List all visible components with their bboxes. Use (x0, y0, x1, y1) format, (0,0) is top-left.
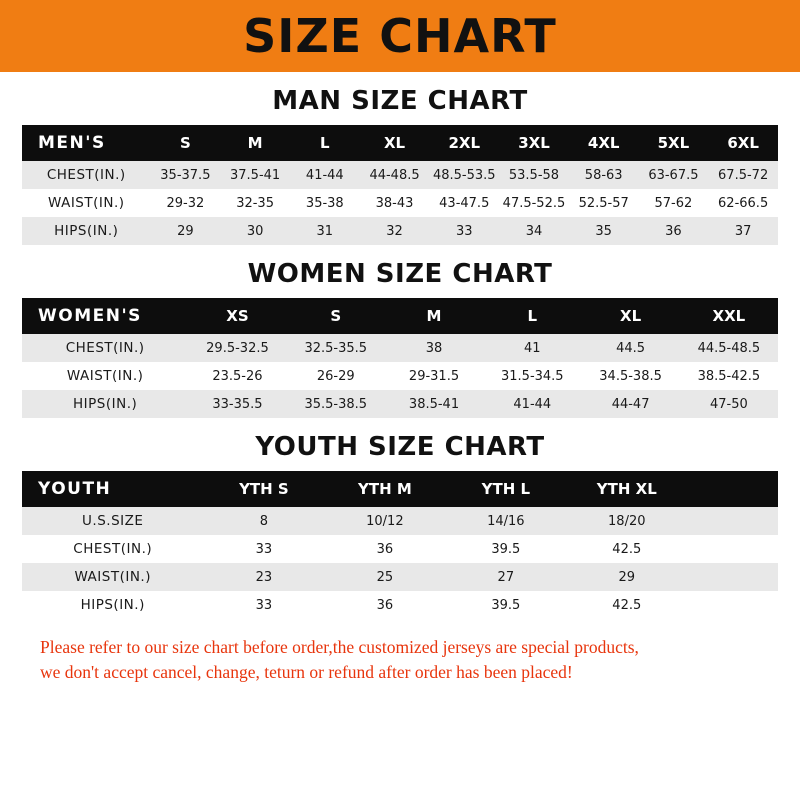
women-waist-xxl: 38.5-42.5 (680, 362, 778, 390)
youth-row-label-waist: WAIST(IN.) (22, 563, 203, 591)
chart-content (0, 86, 800, 686)
youth-hips-s: 33 (203, 591, 324, 619)
man-col-6xl: 6XL (708, 125, 778, 161)
women-size-table (22, 298, 778, 418)
youth-waist-l: 27 (445, 563, 566, 591)
table-row (22, 563, 778, 591)
man-table-head (22, 125, 778, 161)
man-chest-6xl: 67.5-72 (708, 161, 778, 189)
youth-table-head (22, 471, 778, 507)
man-waist-m: 32-35 (220, 189, 290, 217)
women-waist-xl: 34.5-38.5 (581, 362, 679, 390)
youth-col-m: YTH M (324, 471, 445, 507)
youth-hips-l: 39.5 (445, 591, 566, 619)
man-row-label-waist: WAIST(IN.) (22, 189, 151, 217)
youth-ussize-spacer (687, 507, 778, 535)
youth-col-xl: YTH XL (566, 471, 687, 507)
women-chest-m: 38 (385, 334, 483, 362)
youth-hips-xl: 42.5 (566, 591, 687, 619)
table-row (22, 362, 778, 390)
man-chest-xl: 44-48.5 (360, 161, 430, 189)
man-hips-s: 29 (151, 217, 221, 245)
youth-row-label-ussize: U.S.SIZE (22, 507, 203, 535)
youth-ussize-s: 8 (203, 507, 324, 535)
table-row (22, 189, 778, 217)
page-title: SIZE CHART (243, 9, 557, 63)
youth-chest-l: 39.5 (445, 535, 566, 563)
table-header-row (22, 471, 778, 507)
man-waist-2xl: 43-47.5 (429, 189, 499, 217)
women-waist-s: 26-29 (287, 362, 385, 390)
man-row-label-hips: HIPS(IN.) (22, 217, 151, 245)
youth-row-label-chest: CHEST(IN.) (22, 535, 203, 563)
youth-waist-s: 23 (203, 563, 324, 591)
section-title-youth: YOUTH SIZE CHART (255, 432, 545, 462)
man-waist-xl: 38-43 (360, 189, 430, 217)
man-col-3xl: 3XL (499, 125, 569, 161)
youth-waist-m: 25 (324, 563, 445, 591)
man-chest-3xl: 53.5-58 (499, 161, 569, 189)
section-title-man: MAN SIZE CHART (272, 86, 528, 116)
man-col-m: M (220, 125, 290, 161)
women-chest-s: 32.5-35.5 (287, 334, 385, 362)
women-chest-l: 41 (483, 334, 581, 362)
table-row (22, 334, 778, 362)
women-col-l: L (483, 298, 581, 334)
man-waist-l: 35-38 (290, 189, 360, 217)
youth-waist-xl: 29 (566, 563, 687, 591)
youth-chest-s: 33 (203, 535, 324, 563)
women-hips-l: 41-44 (483, 390, 581, 418)
women-hips-xxl: 47-50 (680, 390, 778, 418)
man-hips-m: 30 (220, 217, 290, 245)
man-col-l: L (290, 125, 360, 161)
order-policy-note (22, 635, 778, 686)
man-hips-2xl: 33 (429, 217, 499, 245)
women-waist-xs: 23.5-26 (188, 362, 286, 390)
youth-chest-xl: 42.5 (566, 535, 687, 563)
youth-col-l: YTH L (445, 471, 566, 507)
man-waist-6xl: 62-66.5 (708, 189, 778, 217)
table-header-row (22, 298, 778, 334)
women-row-label-waist: WAIST(IN.) (22, 362, 188, 390)
man-waist-s: 29-32 (151, 189, 221, 217)
man-hips-4xl: 35 (569, 217, 639, 245)
table-row (22, 535, 778, 563)
header-band (0, 0, 800, 72)
youth-size-table (22, 471, 778, 619)
table-row (22, 390, 778, 418)
women-chest-xl: 44.5 (581, 334, 679, 362)
women-hips-xl: 44-47 (581, 390, 679, 418)
women-header-label: WOMEN'S (22, 298, 188, 334)
man-hips-xl: 32 (360, 217, 430, 245)
man-hips-l: 31 (290, 217, 360, 245)
man-size-table (22, 125, 778, 245)
women-row-label-hips: HIPS(IN.) (22, 390, 188, 418)
women-waist-m: 29-31.5 (385, 362, 483, 390)
women-col-s: S (287, 298, 385, 334)
man-col-s: S (151, 125, 221, 161)
women-chest-xs: 29.5-32.5 (188, 334, 286, 362)
man-row-label-chest: CHEST(IN.) (22, 161, 151, 189)
youth-row-label-hips: HIPS(IN.) (22, 591, 203, 619)
women-row-label-chest: CHEST(IN.) (22, 334, 188, 362)
women-chest-xxl: 44.5-48.5 (680, 334, 778, 362)
man-table-body (22, 161, 778, 245)
women-table-body (22, 334, 778, 418)
man-hips-5xl: 36 (639, 217, 709, 245)
table-row (22, 507, 778, 535)
note-line-2: we don't accept cancel, change, teturn or refund after order has been placed! (40, 662, 573, 683)
women-hips-xs: 33-35.5 (188, 390, 286, 418)
man-waist-5xl: 57-62 (639, 189, 709, 217)
women-waist-l: 31.5-34.5 (483, 362, 581, 390)
women-col-m: M (385, 298, 483, 334)
youth-ussize-m: 10/12 (324, 507, 445, 535)
youth-hips-spacer (687, 591, 778, 619)
man-col-xl: XL (360, 125, 430, 161)
women-table-head (22, 298, 778, 334)
women-hips-m: 38.5-41 (385, 390, 483, 418)
youth-chest-spacer (687, 535, 778, 563)
man-hips-3xl: 34 (499, 217, 569, 245)
youth-hips-m: 36 (324, 591, 445, 619)
man-chest-2xl: 48.5-53.5 (429, 161, 499, 189)
table-row (22, 161, 778, 189)
women-col-xl: XL (581, 298, 679, 334)
youth-ussize-l: 14/16 (445, 507, 566, 535)
youth-col-spacer (687, 471, 778, 507)
man-chest-4xl: 58-63 (569, 161, 639, 189)
man-hips-6xl: 37 (708, 217, 778, 245)
man-chest-m: 37.5-41 (220, 161, 290, 189)
women-hips-s: 35.5-38.5 (287, 390, 385, 418)
man-col-4xl: 4XL (569, 125, 639, 161)
youth-chest-m: 36 (324, 535, 445, 563)
youth-col-s: YTH S (203, 471, 324, 507)
table-header-row (22, 125, 778, 161)
man-chest-5xl: 63-67.5 (639, 161, 709, 189)
youth-header-label: YOUTH (22, 471, 203, 507)
youth-table-body (22, 507, 778, 619)
man-chest-l: 41-44 (290, 161, 360, 189)
man-col-2xl: 2XL (429, 125, 499, 161)
man-chest-s: 35-37.5 (151, 161, 221, 189)
man-col-5xl: 5XL (639, 125, 709, 161)
youth-ussize-xl: 18/20 (566, 507, 687, 535)
man-waist-4xl: 52.5-57 (569, 189, 639, 217)
section-title-women: WOMEN SIZE CHART (247, 259, 553, 289)
table-row (22, 217, 778, 245)
women-col-xs: XS (188, 298, 286, 334)
note-line-1: Please refer to our size chart before order,the customized jerseys are special products, (40, 637, 639, 657)
women-col-xxl: XXL (680, 298, 778, 334)
youth-waist-spacer (687, 563, 778, 591)
man-header-label: MEN'S (22, 125, 151, 161)
table-row (22, 591, 778, 619)
man-waist-3xl: 47.5-52.5 (499, 189, 569, 217)
